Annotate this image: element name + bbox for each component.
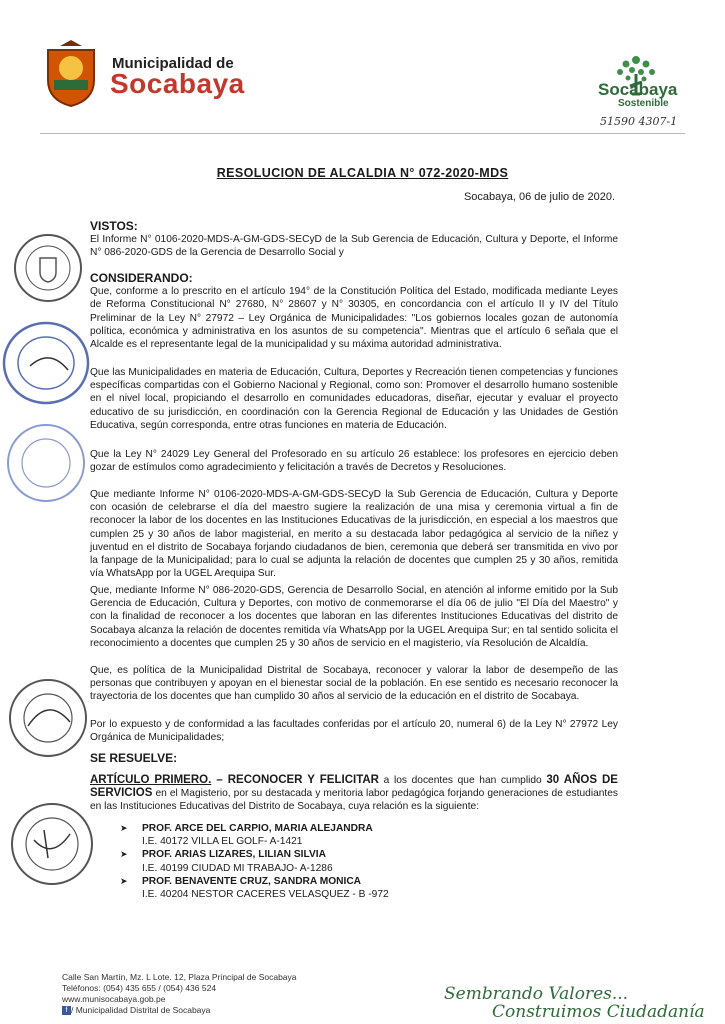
teachers-list [120, 822, 389, 901]
considerando-paragraph-4: Que mediante Informe N° 0106-2020-MDS-A-GM-GDS-SECyD la Sub Gerencia de Educación, Cultura y Deporte con ocasión de celebrarse el día del maestro sugiere la realización de una misa y ceremonia virtual a fin de reconocer la labor de los docentes en las Instituciones Educativas de la jurisdicción, en especial a los maestros que cumplen 25 y 30 años de labor magisterial, en merito a su destacada labor pedagógica al servicio de la niñez y juventud en el distrito de Socabaya forjando ciudadanos de bien, ceremonia que deberá ser transmitida en vivo por la fanpage de la Municipalidad; para lo cual se adjunta la relación de docentes que cumplen 25 y 30 años, remitida vía WhatsApp por la UGEL Arequipa Sur. [90, 489, 618, 580]
alcaldia-seal [12, 232, 84, 304]
slogan-line-1: Sembrando Valores... [444, 984, 629, 1004]
handwritten-registry-note: 51590 4307-1 [600, 115, 678, 128]
se-resuelve-heading: SE RESUELVE: [90, 751, 178, 765]
municipal-crest-logo [40, 40, 102, 108]
teacher-name: PROF. BENAVENTE CRUZ, SANDRA MONICA [142, 875, 362, 887]
footer-facebook: / Municipalidad Distrital de Socabaya [71, 1005, 211, 1015]
list-item [120, 822, 389, 848]
teacher-name: PROF. ARIAS LIZARES, LILIAN SILVIA [142, 849, 326, 861]
footer-web: www.munisocabaya.gob.pe [62, 994, 166, 1004]
vistos-text: El Informe N° 0106-2020-MDS-A-GM-GDS-SECyD de la Sub Gerencia de Educación, Cultura y Deporte, el Informe N° 086-2020-GDS de la Gerencia de Desarrollo Social y [90, 234, 618, 259]
teacher-school: I.E. 40199 CIUDAD MI TRABAJO- A-1286 [142, 862, 333, 874]
right-logo-subtitle: Sostenible [618, 98, 669, 109]
article-first-bold: 30 AÑOS DE SERVICIOS [90, 774, 618, 800]
article-first-label: ARTÍCULO PRIMERO. [90, 774, 212, 786]
asesoria-juridica-stamp [4, 420, 88, 506]
slogan-line-2: Construimos Ciudadanía [492, 1002, 705, 1022]
footer-address: Calle San Martín, Mz. L Lote. 12, Plaza Principal de Socabaya [62, 972, 297, 982]
arrow-bullet-icon: ➤ [120, 849, 128, 860]
footer-contact [62, 972, 297, 1016]
list-item [120, 875, 389, 901]
considerando-paragraph-3: Que la Ley N° 24029 Ley General del Profesorado en su artículo 26 establece: los profesores en ejercicio deben gozar de estímulos como agradecimiento y felicitación a través de Decretos y Resoluciones. [90, 449, 618, 474]
socabaya-seal-stamp [8, 800, 96, 888]
considerando-paragraph-6: Que, es política de la Municipalidad Distrital de Socabaya, reconocer y valorar la labor de desempeño de las personas que contribuyen y apoyan en el bienestar social de la población. En ese sentido es necesario reconocer la trayectoria de los docentes que han cumplido 30 años al servicio de la educación en el distrito de Socabaya. [90, 665, 618, 703]
considerando-paragraph-7: Por lo expuesto y de conformidad a las facultades conferidas por el artículo 20, numeral 6) de la Ley N° 27972 Ley Orgánica de Municipalidades; [90, 719, 618, 744]
gerencia-municipal-stamp [0, 318, 92, 408]
article-first-text-a: a los docentes que han cumplido [378, 775, 547, 786]
right-logo-title: Socabaya [598, 80, 678, 99]
resolution-title: RESOLUCION DE ALCALDIA N° 072-2020-MDS [216, 166, 509, 180]
footer-phones: Teléfonos: (054) 435 655 / (054) 436 524 [62, 983, 217, 993]
considerando-paragraph-2: Que las Municipalidades en materia de Educación, Cultura, Deportes y Recreación tienen competencias y funciones específicas compartidas con el Gobierno Nacional y Regional, como son: Promover el desarrollo humano sostenible en el nivel local, propiciando el desarrollo en comunidades educadoras, diseñar, ejecutar y evaluar el proyecto educativo de su jurisdicción, en coordinación con la Gerencia Regional de Educación y las Unidades de Gestión Educativa, según corresponda, entre otras funciones en materia de Educación. [90, 367, 618, 431]
arrow-bullet-icon: ➤ [120, 823, 128, 833]
teacher-name: PROF. ARCE DEL CARPIO, MARIA ALEJANDRA [142, 823, 373, 834]
considerando-section [90, 272, 618, 351]
teacher-school: I.E. 40204 NESTOR CACERES VELASQUEZ - B -972 [142, 889, 389, 901]
vistos-section [90, 220, 618, 260]
considerando-paragraph-5: Que, mediante Informe N° 086-2020-GDS, Gerencia de Desarrollo Social, en atención al informe emitido por la Sub Gerencia de Educación, Cultura y Deportes, con motivo de conmemorarse el día 06 de julio "El Día del Maestro" y con la finalidad de reconocer a los docentes que laboran en las diferentes Instituciones Educativas del distrito de Socabaya alcanza la relación de docentes remitida vía WhatsApp por la UGEL Arequipa Sur; en tal sentido solicita el reconocimiento a docentes que cumplen 25 y 30 años de servicio en el magisterio, vía Resolución de Alcaldía. [90, 585, 618, 649]
header-divider [40, 133, 685, 134]
vistos-heading: VISTOS: [90, 219, 138, 233]
article-first-text-b: en el Magisterio, por su destacada y meritoria labor pedagógica forjando generaciones de estudiantes en las Instituciones Educativas del Distrito de Socabaya, cuya relación es la siguiente: [90, 788, 618, 813]
facebook-icon: f [62, 1006, 71, 1015]
municipality-name: Socabaya [110, 68, 245, 99]
list-item [120, 848, 389, 874]
teacher-school: I.E. 40172 VILLA EL GOLF- A-1421 [142, 836, 303, 848]
considerando-heading: CONSIDERANDO: [90, 271, 193, 285]
arrow-bullet-icon: ➤ [120, 875, 128, 886]
article-first-action: – RECONOCER Y FELICITAR [211, 774, 379, 786]
considerando-paragraph-1: Que, conforme a lo prescrito en el artículo 194° de la Constitución Política del Estado, modificada mediante Leyes de Reforma Constitucional N° 27680, N° 28607 y N° 30305, en concordancia con el artículo II y IV del Título Preliminar de la Ley N° 27972 – Ley Orgánica de Municipalidades: "Los gobiernos locales gozan de autonomía política, económica y administrativa en los asuntos de su competencia". Mientras que el artículo 6 señala que el Alcalde es el representante legal de la municipalidad y su máxima autoridad administrativa. [90, 286, 618, 351]
municipality-label: Municipalidad de [112, 55, 234, 72]
article-first [90, 774, 618, 814]
resolution-date: Socabaya, 06 de julio de 2020. [463, 191, 615, 203]
desarrollo-social-stamp [6, 676, 90, 760]
